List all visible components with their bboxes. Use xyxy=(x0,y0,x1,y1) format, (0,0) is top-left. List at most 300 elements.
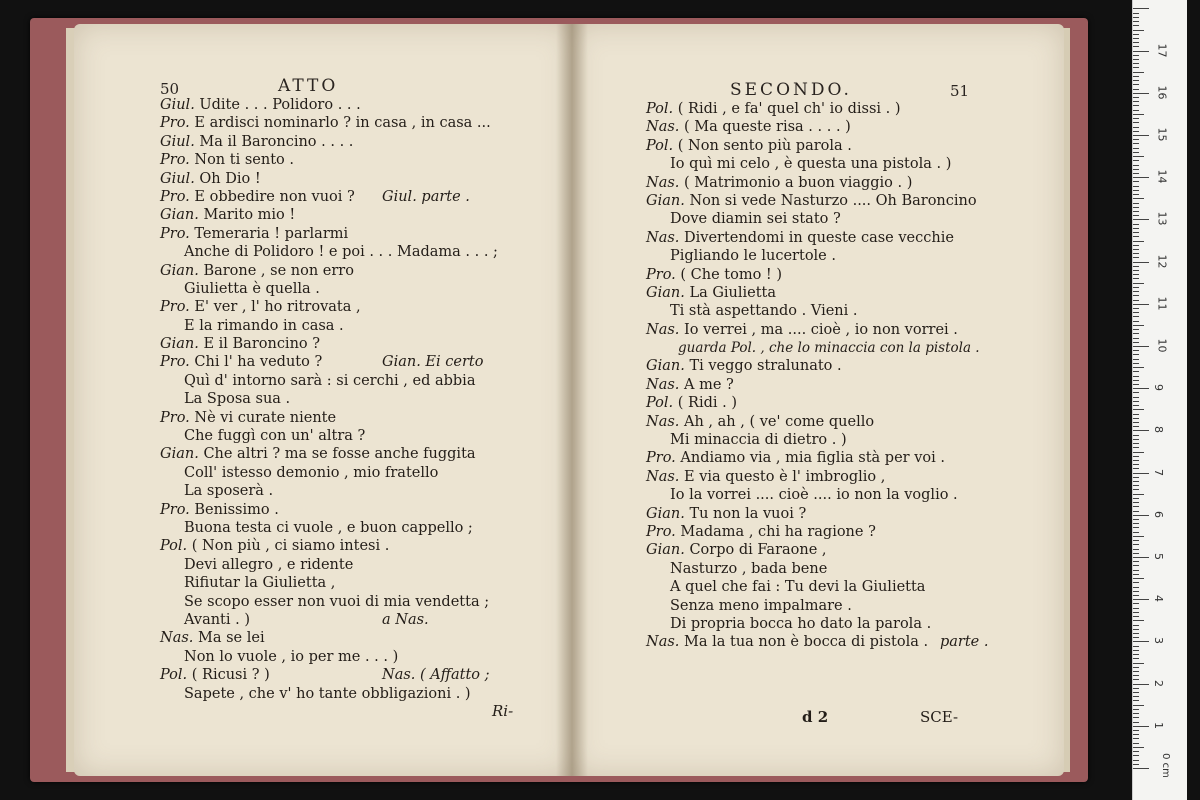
ruler-tick xyxy=(1133,93,1149,94)
right-running-header: SECONDO. xyxy=(730,80,852,100)
left-text-block xyxy=(160,96,498,703)
text-line xyxy=(160,262,498,280)
ruler-tick xyxy=(1133,506,1139,507)
ruler-tick xyxy=(1133,295,1139,296)
text-line xyxy=(646,468,980,486)
speaker-name: Pro. xyxy=(160,409,190,426)
ruler-tick xyxy=(1133,198,1144,199)
ruler-tick xyxy=(1133,633,1139,634)
ruler-tick xyxy=(1133,181,1139,182)
text-line xyxy=(160,519,498,537)
speaker-name: Pro. xyxy=(160,299,190,316)
measuring-ruler xyxy=(1132,0,1187,800)
ruler-tick xyxy=(1133,409,1144,410)
ruler-tick xyxy=(1133,232,1139,233)
ruler-tick xyxy=(1133,118,1139,119)
text-line xyxy=(646,137,980,155)
ruler-tick xyxy=(1133,236,1139,237)
text-line xyxy=(160,298,498,316)
ruler-tick xyxy=(1133,300,1139,301)
ruler-tick xyxy=(1133,468,1139,469)
text-line xyxy=(160,390,498,408)
ruler-tick xyxy=(1133,38,1139,39)
text-line xyxy=(646,229,980,247)
text-line xyxy=(646,247,980,265)
ruler-tick xyxy=(1133,359,1139,360)
dialogue-text: Quì d' intorno sarà : si cerchi , ed abbia xyxy=(184,372,476,389)
ruler-tick xyxy=(1133,321,1139,322)
ruler-tick xyxy=(1133,700,1139,701)
speaker-name: Pol. xyxy=(646,395,674,412)
ruler-tick xyxy=(1133,283,1144,284)
ruler-unit: 0 cm xyxy=(1159,753,1171,778)
ruler-tick xyxy=(1133,595,1139,596)
ruler-tick xyxy=(1133,684,1149,685)
stage-direction: a Nas. xyxy=(382,611,429,628)
dialogue-text: E la rimando in casa . xyxy=(184,317,344,334)
text-line xyxy=(160,409,498,427)
dialogue-text: Se scopo esser non vuoi di mia vendetta ; xyxy=(184,593,490,610)
dialogue-text: Che altri ? ma se fosse anche fuggita xyxy=(203,446,476,463)
ruler-tick xyxy=(1133,329,1139,330)
dialogue-text: Pigliando le lucertole . xyxy=(670,248,836,265)
text-line xyxy=(646,431,980,449)
ruler-tick xyxy=(1133,160,1139,161)
text-line xyxy=(646,210,980,228)
dialogue-text: Benissimo . xyxy=(194,501,279,518)
ruler-tick xyxy=(1133,34,1139,35)
speaker-name: Pol. xyxy=(646,137,674,154)
ruler-label: 15 xyxy=(1155,127,1169,142)
text-line xyxy=(646,541,980,559)
ruler-tick xyxy=(1133,241,1144,242)
ruler-tick xyxy=(1133,76,1139,77)
text-line xyxy=(646,266,980,284)
ruler-tick xyxy=(1133,565,1139,566)
text-line xyxy=(160,372,498,390)
ruler-tick xyxy=(1133,30,1144,31)
speaker-name: Pol. xyxy=(646,101,674,117)
text-line xyxy=(646,633,989,651)
ruler-tick xyxy=(1133,439,1139,440)
right-page xyxy=(572,24,1064,776)
ruler-tick xyxy=(1133,59,1139,60)
text-line xyxy=(160,225,498,243)
ruler-tick xyxy=(1133,629,1139,630)
ruler-label: 6 xyxy=(1152,510,1165,518)
dialogue-text: Nasturzo , bada bene xyxy=(670,560,828,577)
ruler-tick xyxy=(1133,392,1139,393)
dialogue-text: ( Matrimonio a buon viaggio . ) xyxy=(684,174,913,191)
text-line xyxy=(160,188,498,206)
ruler-tick xyxy=(1133,13,1139,14)
speaker-name: Pro. xyxy=(646,523,676,540)
ruler-tick xyxy=(1133,738,1139,739)
dialogue-text: Udite . . . Polidoro . . . xyxy=(199,97,361,113)
ruler-tick xyxy=(1133,224,1139,225)
dialogue-text: Ti veggo stralunato . xyxy=(689,358,842,375)
ruler-tick xyxy=(1133,709,1139,710)
ruler-tick xyxy=(1133,625,1139,626)
ruler-label: 9 xyxy=(1152,384,1165,392)
dialogue-text: Divertendomi in queste case vecchie xyxy=(684,229,954,246)
ruler-tick xyxy=(1133,620,1144,621)
ruler-tick xyxy=(1133,308,1139,309)
ruler-tick xyxy=(1133,641,1149,642)
text-line xyxy=(160,114,498,132)
ruler-label: 11 xyxy=(1155,296,1169,311)
dialogue-text: La Giulietta xyxy=(689,284,777,301)
speaker-name: Pro. xyxy=(160,354,190,371)
ruler-tick xyxy=(1133,17,1139,18)
ruler-tick xyxy=(1133,557,1149,558)
text-line xyxy=(646,192,980,210)
ruler-tick xyxy=(1133,768,1149,769)
speaker-name: Pro. xyxy=(160,501,190,518)
ruler-tick xyxy=(1133,536,1144,537)
ruler-tick xyxy=(1133,304,1149,305)
ruler-tick xyxy=(1133,262,1149,263)
left-page-number: 50 xyxy=(160,80,180,98)
text-line xyxy=(160,593,498,611)
speaker-name: Pro. xyxy=(646,450,676,467)
text-line xyxy=(646,413,980,431)
ruler-label: 14 xyxy=(1155,169,1169,184)
ruler-tick xyxy=(1133,570,1139,571)
speaker-name: Nas. xyxy=(160,630,194,647)
ruler-tick xyxy=(1133,89,1139,90)
speaker-name: Nas. xyxy=(646,468,680,485)
ruler-tick xyxy=(1133,405,1139,406)
ruler-tick xyxy=(1133,127,1139,128)
left-catchword: Ri- xyxy=(492,702,514,720)
ruler-tick xyxy=(1133,574,1139,575)
ruler-label: 10 xyxy=(1155,338,1169,353)
ruler-tick xyxy=(1133,143,1139,144)
speaker-name: Nas. xyxy=(646,119,680,136)
right-page-number: 51 xyxy=(950,82,970,100)
ruler-tick xyxy=(1133,186,1139,187)
dialogue-text: Mi minaccia di dietro . ) xyxy=(670,432,847,449)
ruler-tick xyxy=(1133,608,1139,609)
ruler-tick xyxy=(1133,511,1139,512)
dialogue-text: Non si vede Nasturzo .... Oh Baroncino xyxy=(689,192,977,209)
ruler-tick xyxy=(1133,435,1139,436)
ruler-tick xyxy=(1133,587,1139,588)
text-line xyxy=(160,170,498,188)
speaker-name: Pro. xyxy=(160,115,190,132)
ruler-tick xyxy=(1133,219,1149,220)
ruler-tick xyxy=(1133,591,1139,592)
dialogue-text: Senza meno impalmare . xyxy=(670,597,852,614)
stage-direction: guarda Pol. , che lo minaccia con la pistola . xyxy=(678,340,980,357)
ruler-tick xyxy=(1133,342,1139,343)
ruler-tick xyxy=(1133,532,1139,533)
ruler-tick xyxy=(1133,46,1139,47)
text-line xyxy=(160,666,498,684)
dialogue-text: Oh Dio ! xyxy=(199,170,261,187)
ruler-tick xyxy=(1133,169,1139,170)
ruler-tick xyxy=(1133,228,1139,229)
ruler-tick xyxy=(1133,515,1149,516)
text-line xyxy=(646,118,980,136)
dialogue-text: Andiamo via , mia figlia stà per voi . xyxy=(680,450,945,467)
text-line xyxy=(160,335,498,353)
dialogue-text: Ma la tua non è bocca di pistola . xyxy=(684,634,929,651)
speaker-name: Pro. xyxy=(160,188,190,205)
ruler-label: 3 xyxy=(1152,637,1165,645)
speaker-name: Giul. xyxy=(160,133,195,150)
ruler-tick xyxy=(1133,692,1139,693)
dialogue-text: ( Che tomo ! ) xyxy=(680,266,783,283)
text-line xyxy=(160,464,498,482)
ruler-tick xyxy=(1133,523,1139,524)
dialogue-text: ( Non sento più parola . xyxy=(677,137,852,154)
dialogue-text: Devi allegro , e ridente xyxy=(184,556,354,573)
ruler-tick xyxy=(1133,650,1139,651)
speaker-name: Giul. xyxy=(160,170,195,187)
ruler-tick xyxy=(1133,447,1139,448)
dialogue-text: A me ? xyxy=(684,376,734,393)
ruler-tick xyxy=(1133,165,1139,166)
ruler-tick xyxy=(1133,72,1144,73)
text-line xyxy=(160,280,498,298)
ruler-tick xyxy=(1133,101,1139,102)
ruler-tick xyxy=(1133,726,1149,727)
text-line xyxy=(646,376,980,394)
ruler-tick xyxy=(1133,42,1139,43)
speaker-name: Gian. xyxy=(646,505,685,522)
text-line xyxy=(646,155,980,173)
ruler-tick xyxy=(1133,481,1139,482)
ruler-label: 1 xyxy=(1152,721,1165,729)
speaker-name: Gian. xyxy=(160,262,199,279)
dialogue-text: Buona testa ci vuole , e buon cappello ; xyxy=(184,519,473,536)
text-line xyxy=(646,357,980,375)
dialogue-text: Io verrei , ma .... cioè , io non vorrei . xyxy=(684,321,958,338)
ruler-label: 7 xyxy=(1152,468,1165,476)
ruler-tick xyxy=(1133,316,1139,317)
speaker-name: Giul. xyxy=(160,97,195,113)
text-line xyxy=(646,174,980,192)
dialogue-text: E obbedire non vuoi ? xyxy=(194,188,355,205)
dialogue-text: E' ver , l' ho ritrovata , xyxy=(194,299,361,316)
text-line xyxy=(160,445,498,463)
dialogue-text: Non ti sento . xyxy=(194,152,294,169)
ruler-tick xyxy=(1133,388,1149,389)
dialogue-text: Ah , ah , ( ve' come quello xyxy=(684,413,875,430)
ruler-tick xyxy=(1133,705,1144,706)
dialogue-text: Rifiutar la Giulietta , xyxy=(184,575,336,592)
text-line xyxy=(646,578,980,596)
ruler-tick xyxy=(1133,131,1139,132)
ruler-tick xyxy=(1133,363,1139,364)
text-line xyxy=(646,486,980,504)
dialogue-text: Non lo vuole , io per me . . . ) xyxy=(184,648,399,665)
ruler-tick xyxy=(1133,460,1139,461)
dialogue-text: A quel che fai : Tu devi la Giulietta xyxy=(670,579,926,596)
ruler-label: 2 xyxy=(1152,679,1165,687)
ruler-tick xyxy=(1133,527,1139,528)
ruler-tick xyxy=(1133,751,1139,752)
dialogue-text: E via questo è l' imbroglio , xyxy=(684,468,886,485)
ruler-tick xyxy=(1133,207,1139,208)
ruler-tick xyxy=(1133,211,1139,212)
ruler-tick xyxy=(1133,713,1139,714)
ruler-tick xyxy=(1133,97,1139,98)
text-line xyxy=(646,394,980,412)
left-page xyxy=(74,24,572,776)
ruler-tick xyxy=(1133,717,1139,718)
ruler-tick xyxy=(1133,494,1144,495)
ruler-tick xyxy=(1133,287,1139,288)
ruler-tick xyxy=(1133,473,1149,474)
speaker-name: Gian. xyxy=(160,207,199,224)
dialogue-text: E ardisci nominarlo ? in casa , in casa ... xyxy=(194,115,491,132)
speaker-name: Nas. xyxy=(646,229,680,246)
ruler-label: 12 xyxy=(1155,254,1169,269)
ruler-tick xyxy=(1133,312,1139,313)
stage-direction: Nas. ( Affatto ; xyxy=(382,667,490,684)
ruler-tick xyxy=(1133,354,1139,355)
dialogue-text: Nè vi curate niente xyxy=(194,409,337,426)
ruler-tick xyxy=(1133,671,1139,672)
ruler-tick xyxy=(1133,110,1139,111)
dialogue-text: Madama , chi ha ragione ? xyxy=(680,523,876,540)
speaker-name: Nas. xyxy=(646,174,680,191)
stage-direction: Giul. parte . xyxy=(382,188,470,205)
ruler-tick xyxy=(1133,51,1149,52)
ruler-tick xyxy=(1133,346,1149,347)
dialogue-text: Che fuggì con un' altra ? xyxy=(184,428,366,445)
text-line xyxy=(160,648,498,666)
ruler-tick xyxy=(1133,139,1139,140)
ruler-tick xyxy=(1133,452,1144,453)
speaker-name: Gian. xyxy=(160,446,199,463)
text-line xyxy=(160,629,498,647)
dialogue-text: Di propria bocca ho dato la parola . xyxy=(670,615,932,632)
dialogue-text: Sapete , che v' ho tante obbligazioni . ) xyxy=(184,685,471,702)
speaker-name: Gian. xyxy=(646,192,685,209)
ruler-tick xyxy=(1133,135,1149,136)
ruler-tick xyxy=(1133,203,1139,204)
ruler-tick xyxy=(1133,245,1139,246)
ruler-tick xyxy=(1133,688,1139,689)
ruler-tick xyxy=(1133,603,1139,604)
ruler-tick xyxy=(1133,376,1139,377)
right-text-block xyxy=(646,100,989,652)
ruler-tick xyxy=(1133,401,1139,402)
dialogue-text: ( Non più , ci siamo intesi . xyxy=(191,538,390,555)
ruler-tick xyxy=(1133,658,1139,659)
ruler-tick xyxy=(1133,612,1139,613)
stage-direction: Gian. Ei certo xyxy=(382,354,484,371)
dialogue-text: ( Ricusi ? ) xyxy=(191,667,270,684)
dialogue-text: Tu non la vuoi ? xyxy=(689,505,807,522)
ruler-tick xyxy=(1133,734,1139,735)
ruler-tick xyxy=(1133,679,1139,680)
speaker-name: Pol. xyxy=(160,667,188,684)
ruler-label: 16 xyxy=(1155,85,1169,100)
text-line xyxy=(646,449,980,467)
ruler-tick xyxy=(1133,582,1139,583)
text-line xyxy=(160,685,498,703)
ruler-label: 4 xyxy=(1152,595,1165,603)
ruler-tick xyxy=(1133,194,1139,195)
ruler-tick xyxy=(1133,443,1139,444)
ruler-tick xyxy=(1133,371,1139,372)
dialogue-text: Io quì mi celo , è questa una pistola . ) xyxy=(670,156,952,173)
speaker-name: Gian. xyxy=(646,542,685,559)
dialogue-text: Ti stà aspettando . Vieni . xyxy=(670,303,858,320)
ruler-tick xyxy=(1133,578,1144,579)
text-line xyxy=(160,206,498,224)
text-line xyxy=(646,100,980,118)
ruler-tick xyxy=(1133,350,1139,351)
ruler-tick xyxy=(1133,270,1139,271)
ruler-tick xyxy=(1133,67,1139,68)
dialogue-text: Giulietta è quella . xyxy=(184,280,320,297)
text-line xyxy=(160,556,498,574)
dialogue-text: La sposerà . xyxy=(184,483,274,500)
ruler-tick xyxy=(1133,477,1139,478)
text-line xyxy=(160,611,498,629)
text-line xyxy=(646,302,980,320)
ruler-tick xyxy=(1133,338,1139,339)
ruler-tick xyxy=(1133,253,1139,254)
ruler-tick xyxy=(1133,764,1139,765)
text-line xyxy=(646,339,980,357)
text-line xyxy=(646,321,980,339)
text-line xyxy=(646,615,980,633)
ruler-tick xyxy=(1133,485,1139,486)
ruler-tick xyxy=(1133,544,1139,545)
ruler-tick xyxy=(1133,414,1139,415)
text-line xyxy=(646,284,980,302)
ruler-tick xyxy=(1133,84,1139,85)
ruler-tick xyxy=(1133,177,1149,178)
speaker-name: Nas. xyxy=(646,376,680,393)
ruler-tick xyxy=(1133,105,1139,106)
ruler-tick xyxy=(1133,148,1139,149)
dialogue-text: Ma il Baroncino . . . . xyxy=(199,133,354,150)
ruler-tick xyxy=(1133,422,1139,423)
left-running-header: ATTO xyxy=(278,76,339,96)
right-catchword: SCE- xyxy=(920,708,959,726)
ruler-tick xyxy=(1133,646,1139,647)
ruler-tick xyxy=(1133,743,1139,744)
ruler-tick xyxy=(1133,333,1139,334)
ruler-tick xyxy=(1133,667,1139,668)
text-line xyxy=(646,505,980,523)
ruler-label: 13 xyxy=(1155,211,1169,226)
dialogue-text: Dove diamin sei stato ? xyxy=(670,211,841,228)
ruler-tick xyxy=(1133,430,1149,431)
ruler-tick xyxy=(1133,755,1139,756)
ruler-tick xyxy=(1133,663,1144,664)
ruler-tick xyxy=(1133,21,1139,22)
ruler-tick xyxy=(1133,384,1139,385)
ruler-tick xyxy=(1133,553,1139,554)
dialogue-text: ( Ma queste risa . . . . ) xyxy=(684,119,851,136)
speaker-name: Pro. xyxy=(160,225,190,242)
ruler-tick xyxy=(1133,561,1139,562)
speaker-name: Pro. xyxy=(160,152,190,169)
text-line xyxy=(160,243,498,261)
ruler-tick xyxy=(1133,730,1139,731)
dialogue-text: ( Ridi . ) xyxy=(677,395,737,412)
ruler-tick xyxy=(1133,325,1144,326)
